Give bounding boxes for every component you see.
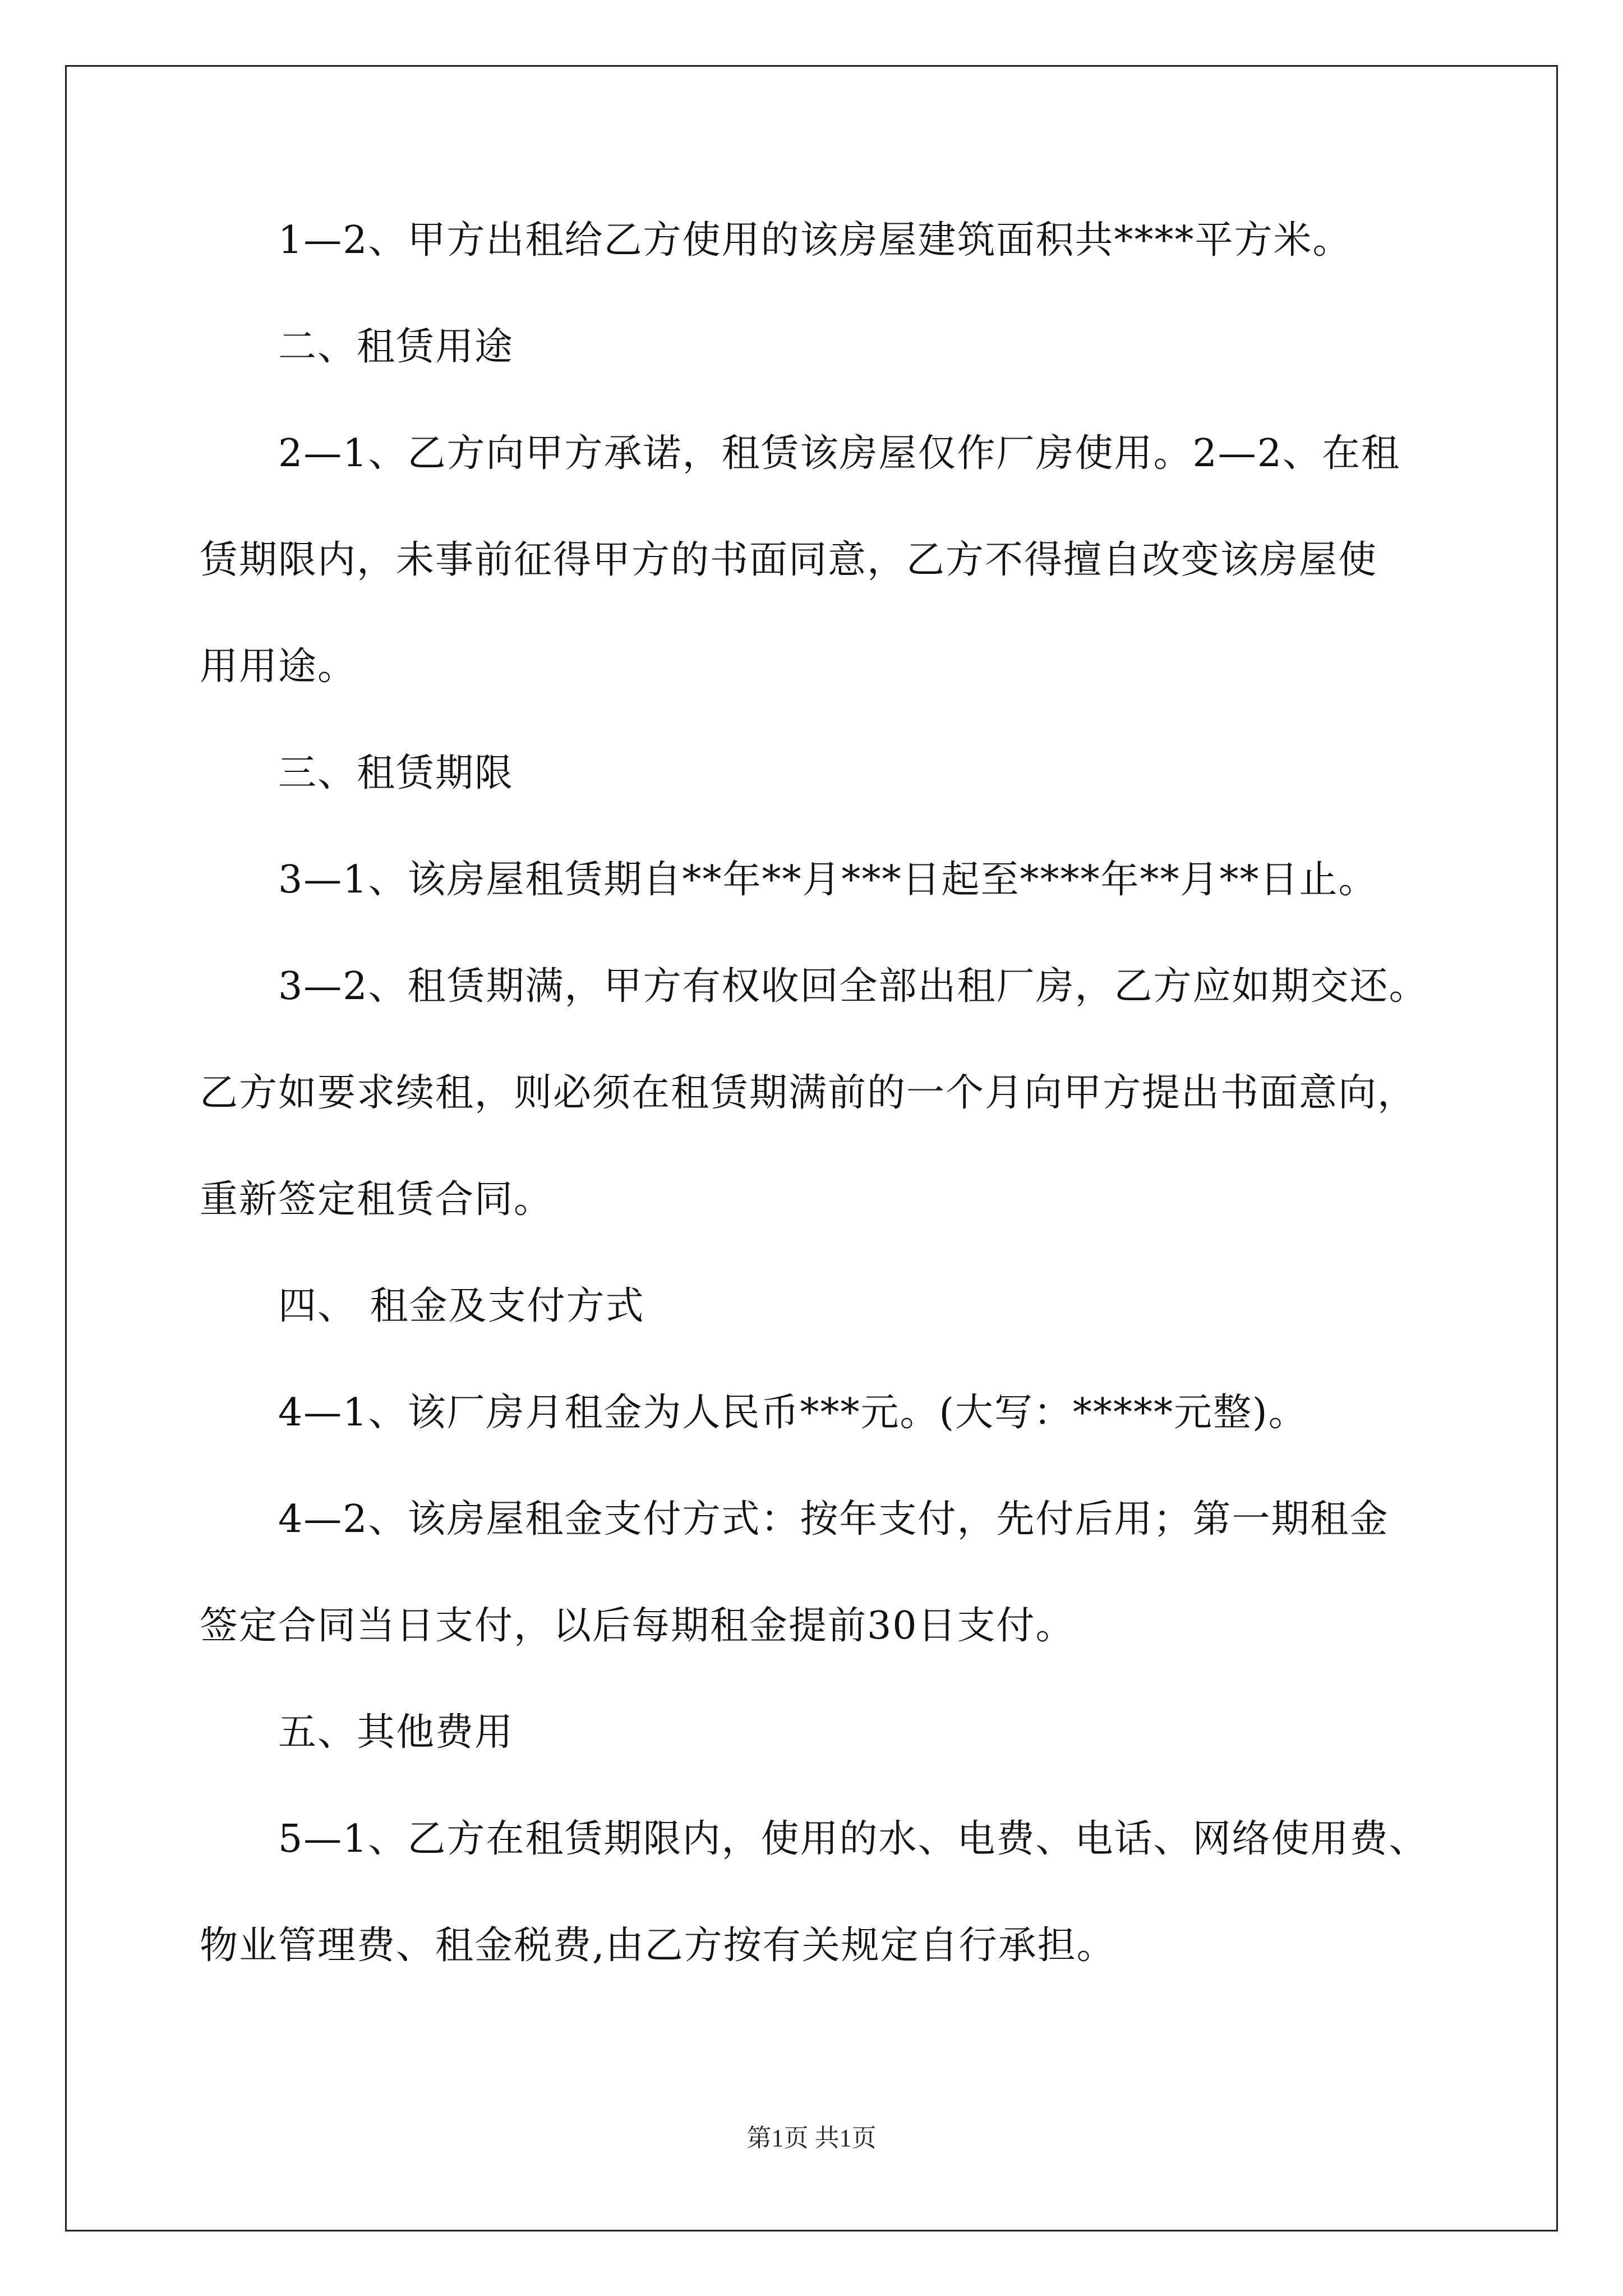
section-heading: 四、 租金及支付方式 (278, 1284, 645, 1328)
page-border (65, 65, 1558, 2231)
paragraph-line: 签定合同当日支付，以后每期租金提前30日支付。 (200, 1604, 1075, 1648)
paragraph-line: 用用途。 (200, 645, 357, 689)
paragraph-line: 5—1、乙方在租赁期限内，使用的水、电费、电话、网络使用费、 (278, 1817, 1428, 1861)
paragraph-line: 重新签定租赁合同。 (200, 1177, 554, 1222)
section-heading: 三、租赁期限 (278, 751, 514, 795)
paragraph-line: 赁期限内，未事前征得甲方的书面同意，乙方不得擅自改变该房屋使 (200, 538, 1378, 582)
paragraph-line: 3—1、该房屋租赁期自**年**月***日起至****年**月**日止。 (278, 858, 1378, 902)
section-heading: 二、租赁用途 (278, 325, 514, 369)
page-footer: 第1页 共1页 (746, 2124, 877, 2152)
paragraph-line: 4—2、该房屋租金支付方式：按年支付，先付后用；第一期租金 (278, 1497, 1389, 1542)
paragraph-line: 1—2、甲方出租给乙方使用的该房屋建筑面积共****平方米。 (278, 218, 1352, 263)
paragraph-line: 2—1、乙方向甲方承诺，租赁该房屋仅作厂房使用。2—2、在租 (278, 431, 1401, 476)
paragraph-line: 3—2、租赁期满，甲方有权收回全部出租厂房，乙方应如期交还。 (278, 964, 1428, 1009)
paragraph-line: 4—1、该厂房月租金为人民币***元。(大写：*****元整)。 (278, 1391, 1308, 1435)
paragraph-line: 乙方如要求续租，则必须在租赁期满前的一个月向甲方提出书面意向， (200, 1071, 1417, 1115)
section-heading: 五、其他费用 (278, 1710, 514, 1755)
paragraph-line: 物业管理费、租金税费,由乙方按有关规定自行承担。 (200, 1924, 1116, 1968)
